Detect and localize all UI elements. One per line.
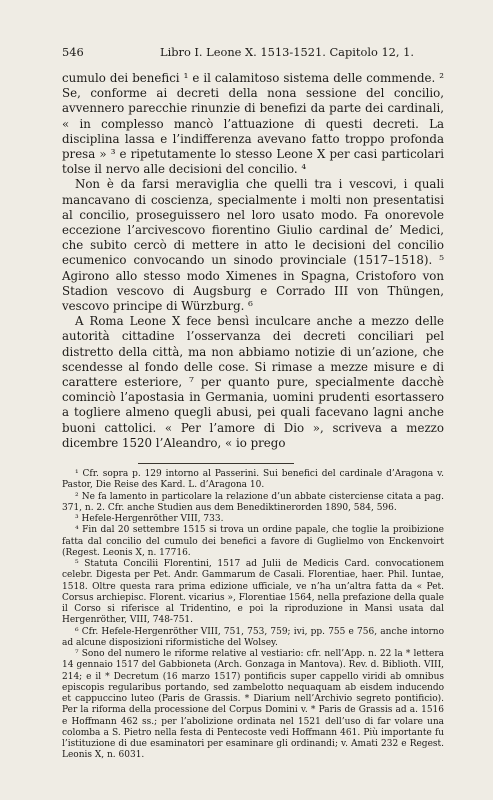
paragraph: cumulo dei benefici ¹ e il calamitoso sistema delle commende. ² Se, conforme ai decreti della nona sessione del concilio, avvennero parecchie rinunzie di benefizi da parte dei cardinali, « in complesso mancò l’attuazione di questi decreti. La disciplina lassa e l’indifferenza avevano fatto troppo profonda presa » ³ e ripetutamente lo stesso Leone X per casi particolari tolse il nervo alle decisioni del concilio. ⁴ [62, 71, 444, 177]
paragraph: Non è da farsi meraviglia che quelli tra i vescovi, i quali mancavano di coscienza, specialmente i molti non presentatisi al concilio, proseguissero nel loro usato modo. Fa onorevole eccezione l’arcivescovo fiorentino Giulio cardinal de’ Medici, che subito cercò di mettere in atto le decisioni del concilio ecumenico convocando un sinodo provinciale (1517–1518). ⁵ Agirono allo stesso modo Ximenes in Spagna, Cristoforo von Stadion vescovo di Augsburg e Corrado III von Thüngen, vescovo principe di Würzburg. ⁶ [62, 177, 444, 314]
footnote-rule [138, 463, 294, 464]
footnote: ⁷ Sono del numero le riforme relative al vestiario: cfr. nell’App. n. 22 la * lettera 14 gennaio 1517 del Gabbioneta (Arch. Gonzaga in Mantova). Rev. d. Biblioth. VIII, 214; e il * Decretum (16 marzo 1517) pontificis super cappello viridi ab omnibus episcopis regularibus portando, sed zambelotto nequaquam ab eisdem inducendo et cappuccino luteo (Paris de Grassis. * Diarium nell’Archivio segreto pontificio). Per la riforma della processione del Corpus Domini v. * Paris de Grassis ad a. 1516 e Hoffmann 462 ss.; per l’abolizione ordinata nel 1521 dell’uso di far volare una colomba a S. Pietro nella festa di Pentecoste vedi Hoffmann 461. Più importante fu l’istituzione di due esaminatori per esaminare gli ordinandi; v. Amati 232 e Regest. Leonis X, n. 6031. [62, 649, 444, 761]
paragraph: A Roma Leone X fece bensì inculcare anche a mezzo delle autorità cittadine l’osservanza dei decreti conciliari pel distretto della città, ma non abbiamo notizie di un’azione, che scendesse al fondo delle cose. Si rimase a mezze misure e di carattere esteriore, ⁷ per quanto pure, specialmente dacchè cominciò l’apostasia in Germania, uomini prudenti esortassero a togliere almeno quegli abusi, pei quali facevano lagni anche buoni cattolici. « Per l’amore di Dio », scriveva a mezzo dicembre 1520 l’Aleandro, « io prego [62, 314, 444, 450]
footnotes [62, 469, 444, 762]
footnote: ¹ Cfr. sopra p. 129 intorno al Passerini. Sui benefici del cardinale d’Aragona v. Pastor, Die Reise des Kard. L. d’Aragona 10. [62, 469, 444, 491]
main-text [62, 71, 444, 451]
footnote: ⁶ Cfr. Hefele-Hergenröther VIII, 751, 753, 759; ivi, pp. 755 e 756, anche intorno ad alcune disposizioni riformistiche del Wolsey. [62, 626, 444, 648]
footnote: ⁵ Statuta Concilii Florentini, 1517 ad Julii de Medicis Card. convocationem celebr. Digesta per Pet. Andr. Gammarum de Casali. Florentiae, haer. Phil. Iuntae, 1518. Oltre questa rara prima edizione ufficiale, ve n’ha un’altra fatta da « Pet. Corsus archiepisc. Florent. vicarius », Florentiae 1564, nella prefazione della quale il Corso si riferisce al Tridentino, e poi la riproduzione in Mansi usata dal Hergenröther, VIII, 748-751. [62, 559, 444, 626]
footnote: ³ Hefele-Hergenröther VIII, 733. [75, 514, 224, 524]
footnote: ² Ne fa lamento in particolare la relazione d’un abbate cisterciense citata a pag. 371, n. 2. Cfr. anche Studien aus dem Benediktinerorden 1890, 584, 596. [62, 491, 444, 513]
running-title: Libro I. Leone X. 1513-1521. Capitolo 12, 1. [160, 45, 415, 59]
page-header [62, 44, 415, 60]
footnote: ⁴ Fin dal 20 settembre 1515 si trova un ordine papale, che toglie la proibizione fatta dal concilio del cumulo dei benefici a favore di Guglielmo von Enckenvoirt (Regest. Leonis X, n. 17716. [62, 525, 444, 558]
page-number: 546 [62, 45, 84, 59]
